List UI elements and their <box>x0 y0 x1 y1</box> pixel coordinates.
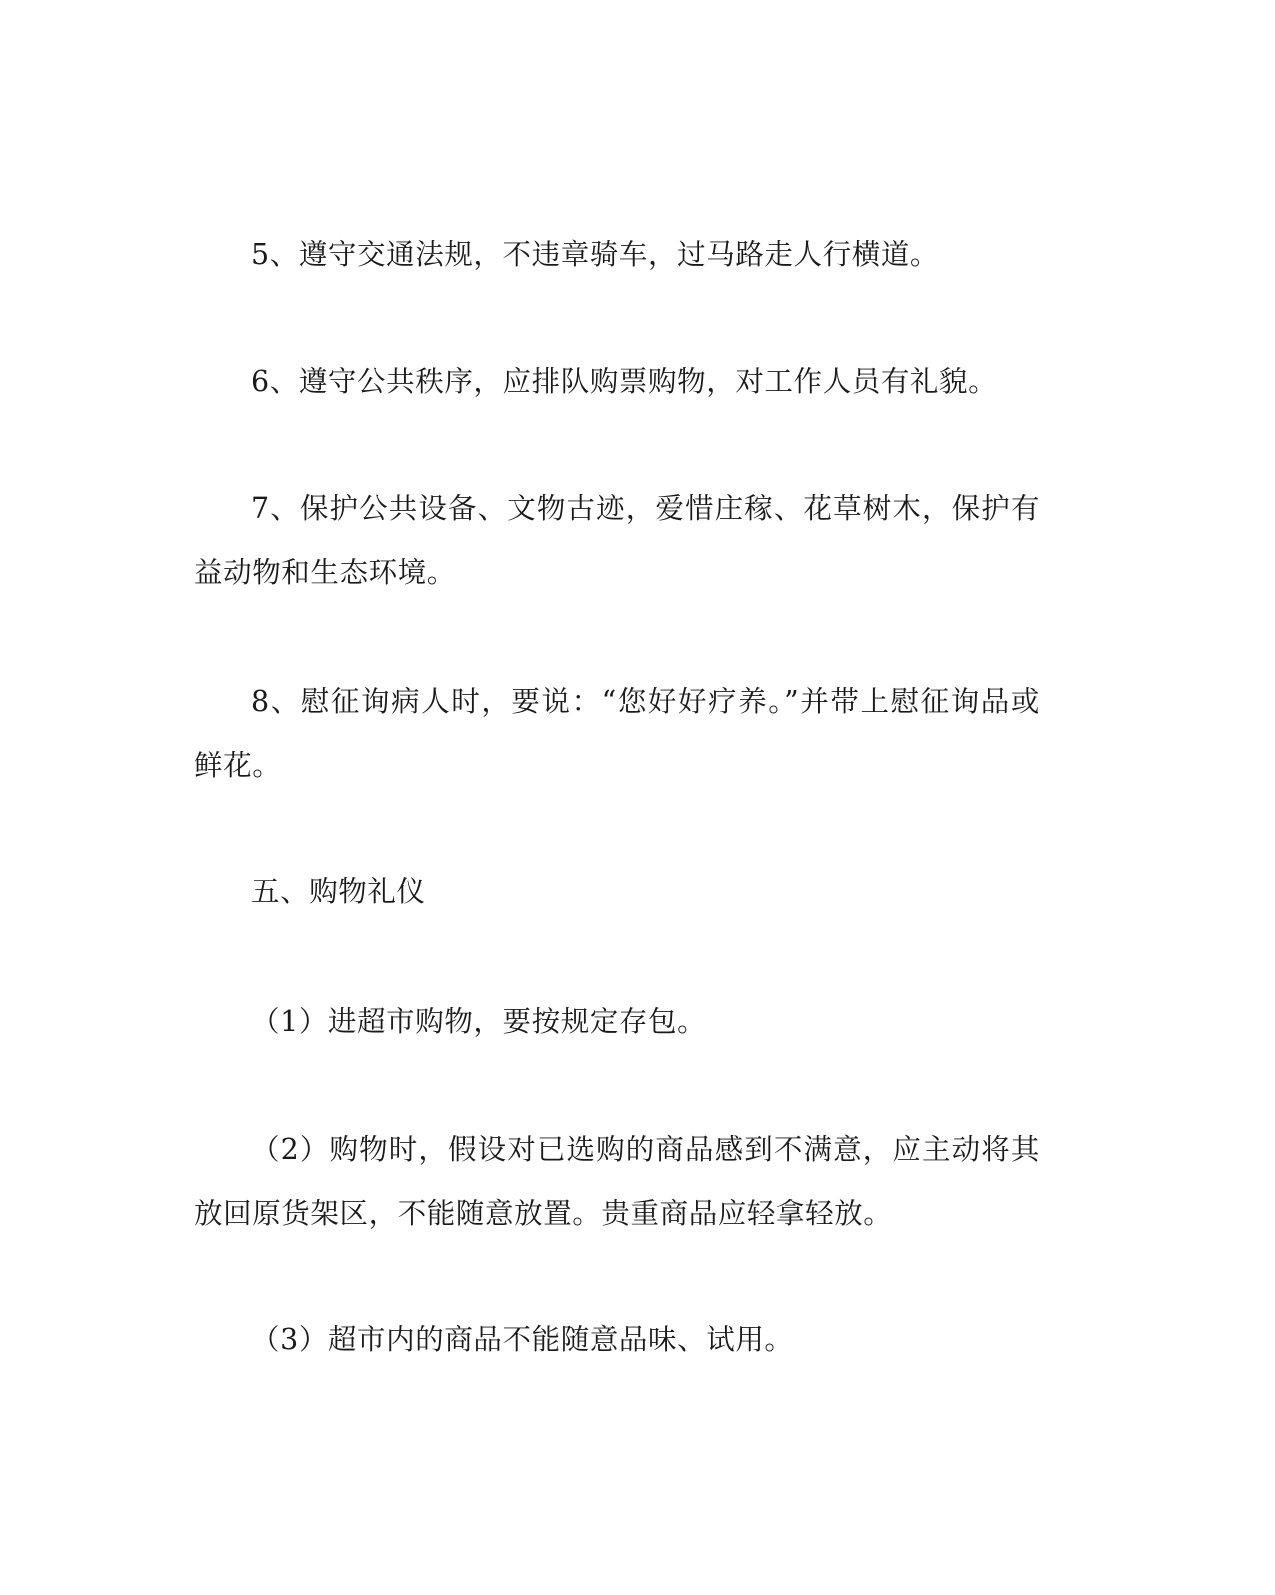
paragraph-public-order: 6、遵守公共秩序，应排队购票购物，对工作人员有礼貌。 <box>251 365 998 398</box>
paragraph-traffic-rules: 5、遵守交通法规，不违章骑车，过马路走人行横道。 <box>251 238 940 271</box>
paragraph-protect-environment: 7、保护公共设备、文物古迹，爱惜庄稼、花草树木，保护有益动物和生态环境。 <box>194 492 1040 589</box>
paragraph-store-bag: （1）进超市购物，要按规定存包。 <box>251 1005 707 1038</box>
paragraph-visit-patient: 8、慰征询病人时，要说：“您好好疗养。”并带上慰征询品或鲜花。 <box>194 685 1040 782</box>
section-heading-shopping-etiquette: 五、购物礼仪 <box>251 875 426 908</box>
paragraph-no-tasting: （3）超市内的商品不能随意品味、试用。 <box>251 1323 794 1356</box>
paragraph-return-goods: （2）购物时，假设对已选购的商品感到不满意，应主动将其放回原货架区，不能随意放置。贵重商品应轻拿轻放。 <box>194 1133 1040 1230</box>
